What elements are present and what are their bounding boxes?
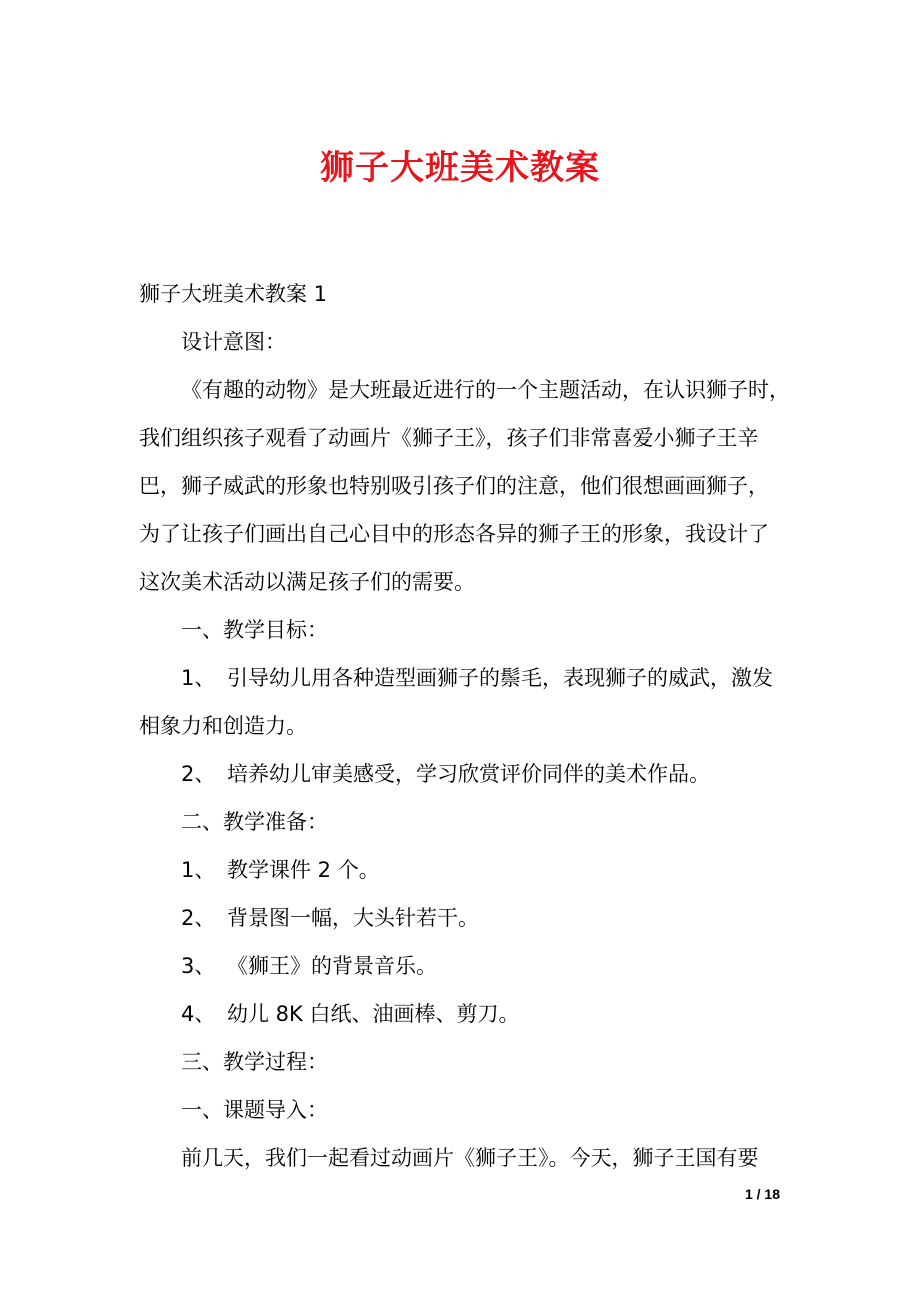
section-subtitle: 狮子大班美术教案 1 [139,282,328,306]
prep-text: 幼儿 8K 白纸、油画棒、剪刀。 [227,1002,520,1026]
prep-text: 背景图一幅，大头针若干。 [227,906,479,930]
goal-item [139,654,787,750]
document-body [139,270,790,1182]
goal-line: 相象力和创造力。 [139,714,307,738]
intro-paragraph: 前几天，我们一起看过动画片《狮子王》。今天，狮子王国有要 [181,1146,759,1170]
prep-text: 教学课件 2 个。 [227,858,380,882]
process-heading: 三、教学过程： [181,1050,328,1074]
prep-item [139,894,787,942]
goal-item [139,750,787,798]
goal-number: 1、 [181,666,216,690]
goals-heading: 一、教学目标： [181,618,328,642]
document-title: 狮子大班美术教案 [320,148,600,188]
intro-heading: 一、课题导入： [181,1098,328,1122]
prep-number: 1、 [181,858,216,882]
prep-number: 2、 [181,906,216,930]
prep-text: 《狮王》的背景音乐。 [227,954,437,978]
goal-text: 引导幼儿用各种造型画狮子的鬃毛，表现狮子的威武，激发 [227,666,773,690]
paragraph-line: 这次美术活动以满足孩子们的需要。 [139,570,475,594]
prep-item [139,990,787,1038]
paragraph-line: 我们组织孩子观看了动画片《狮子王》，孩子们非常喜爱小狮子王辛 [139,426,759,450]
paragraph-line: 巴，狮子威武的形象也特别吸引孩子们的注意，他们很想画画狮子， [139,474,769,498]
prep-item [139,846,787,894]
goal-number: 2、 [181,762,216,786]
goal-text: 培养幼儿审美感受，学习欣赏评价同伴的美术作品。 [227,762,710,786]
goal-line [139,654,787,702]
prep-item [139,942,787,990]
page-number: 1 / 18 [744,1186,780,1202]
prep-number: 4、 [181,1002,216,1026]
design-paragraph [139,366,790,606]
design-heading: 设计意图： [181,330,286,354]
paragraph-line: 为了让孩子们画出自己心目中的形态各异的狮子王的形象，我设计了 [139,522,769,546]
prep-number: 3、 [181,954,216,978]
paragraph-line: 《有趣的动物》是大班最近进行的一个主题活动，在认识狮子时， [181,378,790,402]
prep-heading: 二、教学准备： [181,810,328,834]
